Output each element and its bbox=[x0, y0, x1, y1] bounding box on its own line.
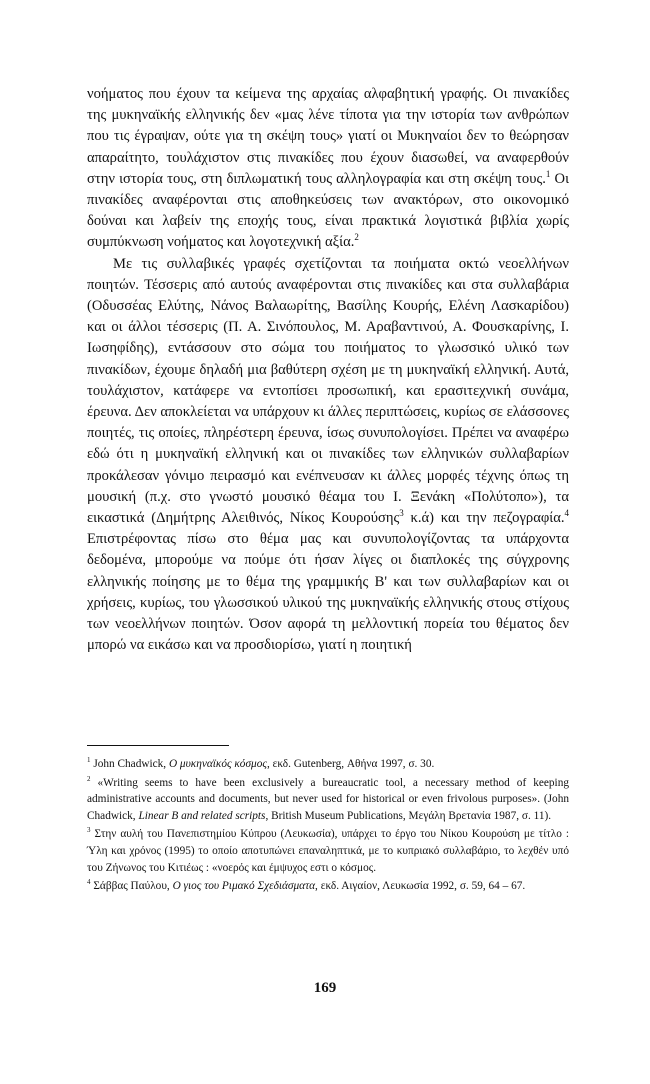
footnote-ref: 2 bbox=[354, 232, 359, 243]
footnote bbox=[87, 826, 569, 876]
text-run: κ.ά) και την πεζογραφία. bbox=[403, 510, 565, 527]
text-run: Επιστρέφοντας πίσω στο θέμα μας και συνυπολογίζοντας τα υπάρχοντα δεδομένα, μπορούμε να πούμε ότι ήσαν λίγες οι διαπλοκές της σύγχρονης ελληνικής ποίησης με το θέμα της γραμμικής Β' και των συλλαβαρίων και οι χρήσεις, κυρίως, του γλωσσικού υλικού της μυκηναϊκής ελληνικής στους στίχους των νεοελλήνων ποιητών. Όσον αφορά τη μελλοντική πορεία του θέματος δεν μπορώ να εικάσω και να προσδιορίσω, γιατί η ποιητική bbox=[87, 531, 569, 654]
page-number: 169 bbox=[313, 980, 337, 996]
footnote-number: 1 bbox=[87, 756, 91, 764]
footnote-text: , British Museum Publications, Μεγάλη Βρετανία 1987, σ. 11). bbox=[265, 809, 552, 822]
footnote-text: Στην αυλή του Πανεπιστημίου Κύπρου (Λευκωσία), υπάρχει το έργο του Νίκου Κουρούση με τίτλο : Ύλη και χρόνος (1995) το οποίο αποτυπώνει επαναληπτικά, με το κυπριακό συλλαβάριο, το λεχθέν υπό του Ζήνωνος του Κιτιέως : «νοερός και έμψυχος εστι ο κόσμος. bbox=[87, 828, 569, 874]
footnote-title: Ο μυκηναϊκός κόσμος bbox=[168, 758, 267, 770]
text-run: Με τις συλλαβικές γραφές σχετίζονται τα ποιήματα οκτώ νεοελλήνων ποιητών. Τέσσερις από αυτούς αναφέρονται στις πινακίδες και στα συλλαβάρια (Οδυσσέας Ελύτης, Νάνος Βαλαωρίτης, Βασίλης Κουρής, Ελένη Λασκαρίδου) και οι άλλοι τέσσερις (Π. Α. Σινόπουλος, Μ. Αραβαντινού, Α. Φουσκαρίνης, Ι. Ιωσηφίδης), εντάσσουν στο σώμα του ποιήματος το γλωσσικό υλικό των πινακίδων, έχουμε δηλαδή μια βαθύτερη σχέση με τη μυκηναϊκή ελληνική. Αυτά, τουλάχιστον, κατάφερε να εντοπίσει προσωπική, και ερασιτεχνική συνάμα, έρευνα. Δεν αποκλείεται να υπάρχουν κι άλλες περιπτώσεις, κυρίως σε ελάσσονες ποιητές, τις οποίες, πληρέστερη έρευνα, ίσως συνυπολογίσει. Πρέπει να αναφέρω εδώ ότι η μυκηναϊκή ελληνική και οι πινακίδες των ελληνικών συλλαβαρίων προκάλεσαν γόνιμο πειρασμό και ενέπνευσαν κι άλλες μορφές τέχνης όπως τη μουσική (π.χ. στο γνωστό μουσικό θέαμα του Ι. Ξενάκη «Πολύτοπο»), τα εικαστικά (Δημήτρης Αλειθινός, Νίκος Κουρούσης bbox=[87, 255, 569, 527]
text-run: νοήματος που έχουν τα κείμενα της αρχαίας αλφαβητική γραφής. Οι πινακίδες της μυκηναϊκής ελληνικής δεν «μας λένε τίποτα για την ιστορία των ανθρώπων που τις έγραψαν, ούτε για τη σκέψη τους» γιατί οι Μυκηναίοι δεν το θεώρησαν απαραίτητο, τουλάχιστον στις πινακίδες που έχουν διασωθεί, να αναφερθούν στην ιστορία τους, στη διπλωματική τους αλληλογραφία και στη σκέψη τους. bbox=[87, 86, 569, 187]
footnote-number: 2 bbox=[87, 774, 91, 783]
footnote-text: «Writing seems to have been exclusively a bureaucratic tool, a necessary method of keeping administrative accounts and documents, but never used for historical or even frivolous purposes». (John Chadwick, bbox=[87, 776, 569, 822]
footnote-divider bbox=[87, 745, 229, 746]
footnote-ref: 3 bbox=[399, 508, 404, 519]
paragraph bbox=[87, 84, 569, 254]
paragraph bbox=[87, 254, 569, 657]
footnote-text: , εκδ. Αιγαίον, Λευκωσία 1992, σ. 59, 64 – 67. bbox=[315, 880, 526, 893]
footnotes bbox=[87, 756, 569, 897]
footnote-number: 4 bbox=[87, 878, 91, 887]
footnote-text: , εκδ. Gutenberg, Αθήνα 1997, σ. 30. bbox=[266, 758, 435, 770]
text-run: Οι πινακίδες αναφέρονται στις αποθηκεύσεις των ανακτόρων, στο οικονομικό δούναι και λαβείν της εποχής τους, είναι πρακτικά λογιστικά βιβλία χωρίς συμπύκνωση νοήματος και λογοτεχνική αξία. bbox=[87, 170, 569, 251]
footnote bbox=[87, 775, 569, 825]
footnote-title: Linear B and related scripts bbox=[138, 809, 266, 822]
footnote-text: Σάββας Παύλου, bbox=[90, 880, 173, 893]
main-text bbox=[87, 84, 569, 656]
footnote bbox=[87, 756, 569, 773]
footnote-text: John Chadwick, bbox=[90, 758, 169, 770]
footnote-title: Ο γιος του Ριμακό Σχεδιάσματα bbox=[172, 880, 316, 893]
footnote-number: 3 bbox=[87, 826, 91, 835]
footnote-ref: 4 bbox=[564, 508, 570, 519]
footnote-ref: 1 bbox=[545, 168, 551, 179]
footnote bbox=[87, 878, 569, 895]
